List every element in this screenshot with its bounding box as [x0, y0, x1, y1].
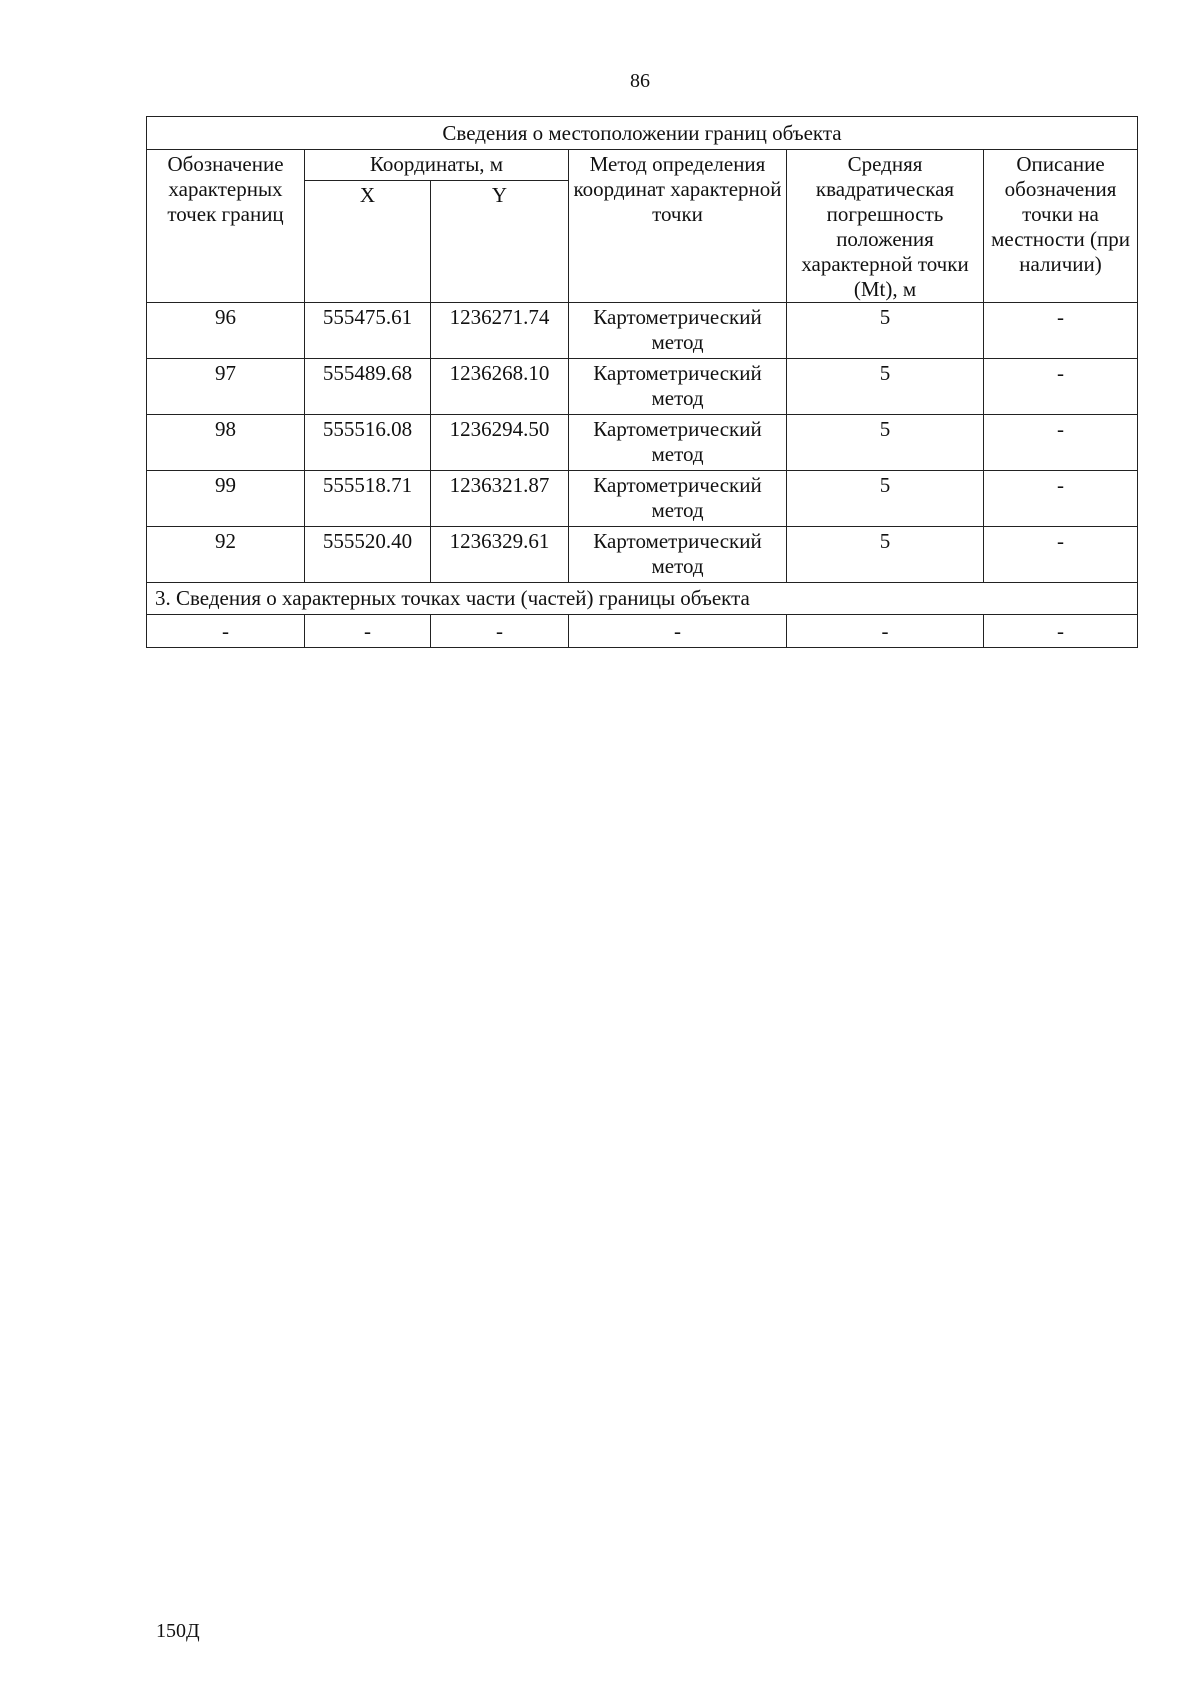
cell-description: - [984, 527, 1138, 583]
cell-error: 5 [787, 415, 984, 471]
section3-cell: - [569, 615, 787, 648]
cell-point: 97 [147, 359, 305, 415]
cell-x: 555475.61 [305, 303, 431, 359]
cell-description: - [984, 415, 1138, 471]
header-method: Метод определения координат характерной точки [569, 150, 787, 303]
cell-x: 555516.08 [305, 415, 431, 471]
header-x: X [305, 181, 431, 303]
table-title: Сведения о местоположении границ объекта [147, 117, 1138, 150]
header-coords: Координаты, м [305, 150, 569, 181]
section3-title: 3. Сведения о характерных точках части (частей) границы объекта [147, 583, 1138, 615]
cell-description: - [984, 359, 1138, 415]
cell-y: 1236321.87 [431, 471, 569, 527]
table-title-row [147, 117, 1138, 150]
cell-method: Картометрический метод [569, 359, 787, 415]
header-description: Описание обозначения точки на местности (при наличии) [984, 150, 1138, 303]
boundary-table [146, 116, 1138, 648]
cell-method: Картометрический метод [569, 415, 787, 471]
cell-description: - [984, 471, 1138, 527]
section-title-row [147, 583, 1138, 615]
table-row [147, 359, 1138, 415]
table-row [147, 415, 1138, 471]
cell-method: Картометрический метод [569, 303, 787, 359]
page-number: 86 [630, 70, 650, 92]
header-row [147, 150, 1138, 181]
cell-point: 98 [147, 415, 305, 471]
cell-y: 1236329.61 [431, 527, 569, 583]
table-row [147, 527, 1138, 583]
section3-cell: - [147, 615, 305, 648]
cell-y: 1236271.74 [431, 303, 569, 359]
cell-description: - [984, 303, 1138, 359]
cell-point: 96 [147, 303, 305, 359]
cell-x: 555518.71 [305, 471, 431, 527]
cell-x: 555489.68 [305, 359, 431, 415]
cell-error: 5 [787, 527, 984, 583]
cell-point: 99 [147, 471, 305, 527]
header-error: Средняя квадратическая погрешность положения характерной точки (Mt), м [787, 150, 984, 303]
cell-error: 5 [787, 359, 984, 415]
cell-point: 92 [147, 527, 305, 583]
cell-y: 1236268.10 [431, 359, 569, 415]
header-point: Обозначение характерных точек границ [147, 150, 305, 303]
cell-error: 5 [787, 303, 984, 359]
section3-cell: - [984, 615, 1138, 648]
table-row [147, 303, 1138, 359]
table-row [147, 471, 1138, 527]
cell-x: 555520.40 [305, 527, 431, 583]
footer-code: 150Д [156, 1620, 200, 1642]
section3-cell: - [431, 615, 569, 648]
section3-row [147, 615, 1138, 648]
section3-cell: - [787, 615, 984, 648]
cell-method: Картометрический метод [569, 527, 787, 583]
cell-method: Картометрический метод [569, 471, 787, 527]
section3-cell: - [305, 615, 431, 648]
header-y: Y [431, 181, 569, 303]
cell-error: 5 [787, 471, 984, 527]
cell-y: 1236294.50 [431, 415, 569, 471]
